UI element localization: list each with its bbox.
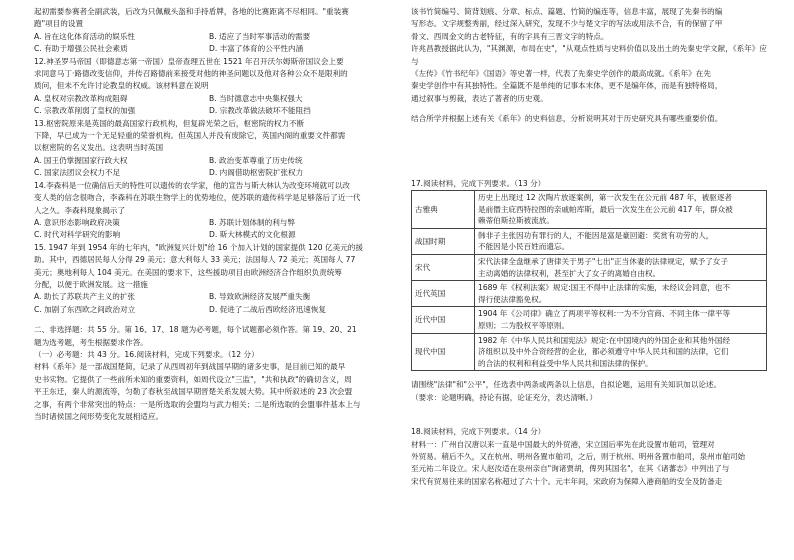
text-line: 骨文、西周金文的古老特征，有的字具有三晋文字的特点。 xyxy=(411,31,609,41)
question-18-material xyxy=(411,439,767,489)
text-line: 人之久。李森科现象揭示了 xyxy=(34,205,126,215)
text-line: 是前僭主庇西特拉图的亲戚帕库斯，最后一次发生在公元前 417 年，群众被 xyxy=(478,204,733,214)
text-line: 得行使法律豁免权。 xyxy=(478,294,547,304)
question-15-options xyxy=(34,291,384,316)
text-line: 13.枢密院原来是英国的最高国家行政机构，但复辟光荣之后，枢密院的权力不断 xyxy=(34,118,305,128)
text-line: 分配，以便于欧洲发展。这一措施 xyxy=(34,279,148,289)
answer-option: B. 导致欧洲经济发展严重失衡 xyxy=(209,292,311,302)
question-13-stem xyxy=(34,118,384,155)
text-line: 15. 1947 年到 1954 年的七年内，"欧洲复兴计划"给 16 个加入计划的国家提供 120 亿美元的援 xyxy=(34,242,363,252)
answer-option: A. 皇权对宗教改革构成阻碍 xyxy=(34,93,128,103)
table-cell-era: 战国时期 xyxy=(412,228,475,254)
answer-option: A. 意识形态影响政府决策 xyxy=(34,217,120,227)
text-line: 写形态。文字规整秀丽，经过深入研究，发现不少与楚文字的写法或用法不合，有的保留了甲 xyxy=(411,19,723,29)
table-cell-content xyxy=(475,191,767,229)
text-line: 二、非选择题：共 55 分。第 16、17、18 题为必考题，每个试题都必须作答。第 19、20、21 xyxy=(34,325,357,335)
text-line: 1689 年《权利法案》规定:国王不得中止法律的实施，未经议会同意，也不 xyxy=(478,283,731,293)
answer-option: D. 宗教改革做法破坏不能阻挡 xyxy=(209,106,311,116)
table-row xyxy=(412,281,767,307)
option-row xyxy=(34,105,384,117)
text-line: 起初需要参赛者全副武装，后改为只佩戴头盔和手持盾牌，各地的比赛距离不尽相同。"重装赛 xyxy=(34,7,349,16)
question-11-options xyxy=(34,31,384,56)
table-cell-content xyxy=(475,255,767,281)
table-cell-content xyxy=(475,228,767,254)
right-column xyxy=(411,6,767,488)
text-line: 变人类的信念很吻合，李森科在苏联生物学上的优势地位，使苏联的遗传科学是足够落后了近一代 xyxy=(34,193,361,203)
table-row xyxy=(412,255,767,281)
text-line: 材料《系年》是一部战国楚简，记录了从西周初年到战国早期的诸多史事，是目前已知的最早 xyxy=(34,362,346,372)
question-16-task: 结合所学并根据上述有关《系年》的史料信息，分析说明其对于历史研究具有哪些重要价值。 xyxy=(411,114,723,124)
answer-option: D. 斯大林模式的文化根源 xyxy=(209,230,296,240)
text-line: 主动离婚的法律权利，甚至扩大了女子的离婚自由权。 xyxy=(478,268,661,278)
option-row xyxy=(34,43,384,55)
text-line: 美元；奥地利每人 104 美元。在美国的要求下，这些援助项目由欧洲经济合作组织负责统筹 xyxy=(34,267,342,277)
text-line: 求同意马丁·路德改变信仰，并传召路德前来接受对他的神圣问题以及他对各种公众不是限利的 xyxy=(34,69,348,79)
text-line: 不能因是小民百姓而遗忘。 xyxy=(478,242,570,252)
question-17-task xyxy=(411,379,767,404)
answer-option: C. 宗教改革削弱了皇权的加强 xyxy=(34,106,136,116)
text-line: 跑"项目的设置 xyxy=(34,19,84,29)
text-line: 平王东迁，秦人的源流等，匀勒了春秋至战国早期晋楚关系发展大势。其中所叙述的 23 次会盟 xyxy=(34,387,353,397)
table-row xyxy=(412,333,767,371)
question-17-table xyxy=(411,190,767,371)
answer-option: A. 助长了苏联共产主义的扩张 xyxy=(34,292,136,302)
text-line: 当时诸侯国之间形势变化发展相适应。 xyxy=(34,412,164,421)
text-line: 之事，有两个非常突出的特点：一是所选取的会盟均与武力相关；二是所选取的会盟事件基本上与 xyxy=(34,399,361,409)
answer-option: A. 国王仍掌握国家行政大权 xyxy=(34,155,128,165)
text-line: 历史上出现过 12 次陶片放逐案例，第一次发生在公元前 487 年，被驱逐者 xyxy=(478,193,733,203)
text-line: 外贸易。稍后不久，又在杭州、明州各置市舶司，之后，则于杭州、明州各置市舶司，泉州市舶司始 xyxy=(411,452,746,461)
text-line: 许兆昌教授据此认为，"其渊源，布局在史"，"从观点性质与史料价值以及出土的先秦史学文献，《系年》应与 xyxy=(411,44,767,66)
text-line: 以枢密院的名义发出。这表明当时英国 xyxy=(34,143,164,153)
option-row xyxy=(34,291,384,303)
text-line: 题为选考题，考生根据要求作答。 xyxy=(34,337,148,347)
text-line: 至元祐二年设立。宋人赵汝适在泉州亲自"询诸贾胡，俾列其国名"，在其《诸蕃志》中列出了与 xyxy=(411,464,730,474)
answer-option: B. 苏联计划体制的利与弊 xyxy=(209,217,295,227)
text-line: 史书实物。它提供了一些前所未知的重要资料，如周代设立"三监"，"共和执政"的确切含义，周 xyxy=(34,374,352,384)
text-line: 助。其中，西德居民每人分得 29 美元；意大利每人 33 美元；法国每人 72 美元；英国每人 77 xyxy=(34,255,356,265)
text-line: 1904 年《公司律》确立了两项平等权利:一为不分官商、不同主体一律平等 xyxy=(478,309,731,319)
table-cell-era: 古雅典 xyxy=(412,191,475,229)
text-line: 14.李森科是一位确信后天的特性可以遗传的农学家，他的宣告与斯大林认为改变环境就可以改 xyxy=(34,180,350,190)
question-11-stem xyxy=(34,6,384,31)
question-15-stem xyxy=(34,242,384,292)
text-line: 下降，早已成为一个无足轻重的荣誉机构。但英国人并没有废除它，英国内阁的重要文件都需 xyxy=(34,131,346,141)
text-line: 该书竹简编号、简背划痕、分章、标点、篇题、竹简的编连等，信息丰富，展现了先秦书的编 xyxy=(411,7,723,16)
question-17-heading: 17.阅读材料，完成下列要求。（13 分） xyxy=(411,178,546,188)
text-line: 请围绕"法律"和"公平"，任选表中两条或两条以上信息，自拟论题，运用有关知识加以论述。 xyxy=(411,380,722,390)
table-row xyxy=(412,191,767,229)
question-16-material xyxy=(34,361,384,423)
option-row xyxy=(34,31,384,43)
answer-option: C. 有助于增强公民社会素质 xyxy=(34,44,128,54)
table-row xyxy=(412,228,767,254)
text-line: 宋代法律全盘继承了唐律关于男子"七出"正当休妻的法律规定，赋予了女子 xyxy=(478,257,728,267)
answer-option: B. 政治变革尊重了历史传统 xyxy=(209,155,303,165)
text-line: 通过叙事与剪裁，表达了著者的历史观。 xyxy=(411,93,548,103)
text-line: 宋代有贸易往来的国家名称超过了六十个。元丰年间，宋政府为保障入港商船的安全及防备走 xyxy=(411,476,723,486)
question-14-stem xyxy=(34,180,384,217)
text-line: 1982 年《中华人民共和国宪法》规定:在中国境内的外国企业和其他外国经 xyxy=(478,335,731,345)
text-line: 济组织以及中外合资经营的企业，都必须遵守中华人民共和国的法律，它们 xyxy=(478,347,729,357)
question-13-options xyxy=(34,155,384,180)
option-row xyxy=(34,304,384,316)
text-line: （要求：论题明确，持论有据，论证充分，表达清晰。） xyxy=(411,392,598,402)
question-14-options xyxy=(34,217,384,242)
text-line: 赖蒂伯斯拉斯被流放。 xyxy=(478,216,554,226)
answer-option: B. 当时德意志中央集权强大 xyxy=(209,93,303,103)
option-row xyxy=(34,167,384,179)
answer-option: D. 丰富了体育的公平性内涵 xyxy=(209,44,304,54)
table-row xyxy=(412,307,767,333)
text-line: 原则；二为股权平等原则。 xyxy=(478,321,570,330)
answer-option: B. 适应了当时军事活动的需要 xyxy=(209,31,311,41)
answer-option: D. 促进了二战后西欧经济迅速恢复 xyxy=(209,304,326,314)
question-12-stem xyxy=(34,56,384,93)
option-row xyxy=(34,217,384,229)
text-line: 《左传》《竹书纪年》《国语》等史著一样，代表了先秦史学创作的最高成就。《系年》在先 xyxy=(411,69,711,79)
table-cell-era: 现代中国 xyxy=(412,333,475,371)
left-column xyxy=(34,6,384,423)
answer-option: C. 时代对科学研究的影响 xyxy=(34,230,121,240)
answer-option: C. 国家法团议会权力不足 xyxy=(34,168,121,178)
option-row xyxy=(34,155,384,167)
part-two-heading xyxy=(34,324,384,361)
question-12-options xyxy=(34,93,384,118)
table-cell-content xyxy=(475,333,767,371)
text-line: 材料一：广州自汉唐以来一直是中国最大的外贸港，宋立国后率先在此设置市舶司，管理对 xyxy=(411,439,715,449)
question-16-material-continued xyxy=(411,6,767,105)
option-row xyxy=(34,93,384,105)
text-line: （一）必考题：共 43 分。16.阅读材料，完成下列要求。（12 分） xyxy=(34,349,259,359)
answer-option: D. 内阁借助枢密院扩张权力 xyxy=(209,168,304,178)
table-cell-era: 宋代 xyxy=(412,255,475,281)
text-line: 12.神圣罗马帝国（即德意志第一帝国）皇帝查理五世在 1521 年召开沃尔姆斯帝国议会上要 xyxy=(34,56,344,66)
table-cell-content xyxy=(475,281,767,307)
text-line: 韩非子主张因功有罪行的人，不能因是富是豪回避：奖赏有功劳的人， xyxy=(478,230,714,240)
text-line: 的合法的权利和利益受中华人民共和国法律的保护。 xyxy=(478,358,653,368)
table-cell-era: 近代中国 xyxy=(412,307,475,333)
answer-option: A. 旨在这化体育活动的娱乐性 xyxy=(34,31,136,41)
text-line: 秦史学创作中有其独特性。全篇既不是单纯的记事本末体，更不是编年体，而是有独特格局， xyxy=(411,81,723,91)
answer-option: C. 加剧了东西欧之间政治对立 xyxy=(34,304,136,314)
table-cell-content xyxy=(475,307,767,333)
question-18-heading: 18.阅读材料，完成下列要求。（14 分） xyxy=(411,427,546,437)
option-row xyxy=(34,229,384,241)
text-line: 质问，但未不允许讨论教皇的权威。该材料意在说明 xyxy=(34,81,209,91)
table-cell-era: 近代英国 xyxy=(412,281,475,307)
